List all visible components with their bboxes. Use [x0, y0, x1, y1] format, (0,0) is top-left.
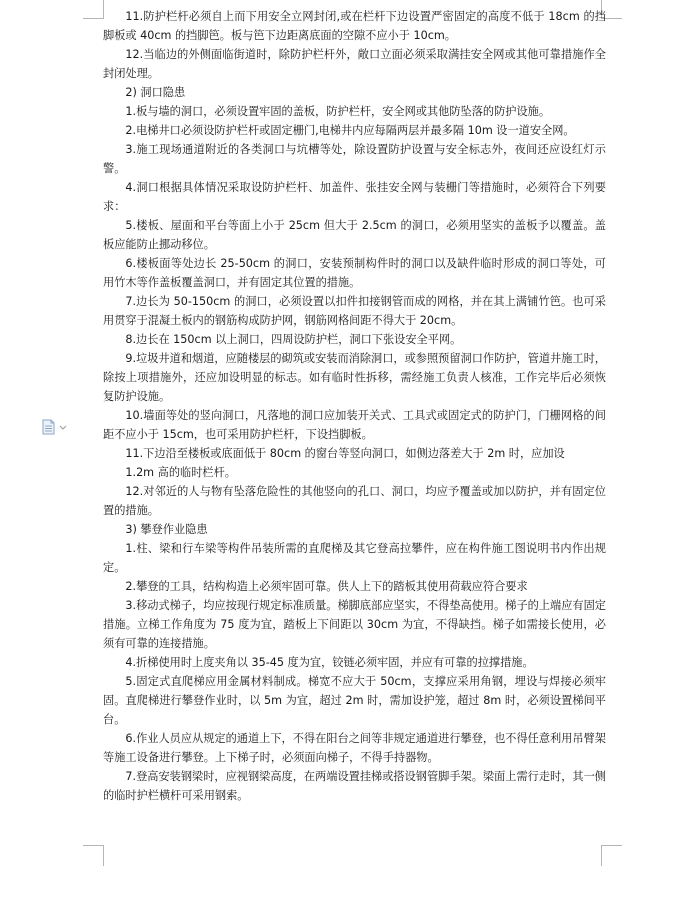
paragraph: 4.折梯使用时上度夹角以 35-45 度为宜，铰链必须牢固，并应有可靠的拉撑措施。: [125, 656, 534, 669]
paragraph: 7.边长为 50-150cm 的洞口，必须设置以扣件扣接钢管而成的网格，并在其上满铺竹笆。也可采用贯穿于混凝土板内的钢筋构成防护网，钢筋网格间距不得大于 20cm。: [103, 295, 606, 327]
paragraph: 4.洞口根据具体情况采取设防护栏杆、加盖件、张挂安全网与装栅门等措施时，必须符合下列要求：: [103, 181, 606, 213]
paragraph: 1.2m 高的临时栏杆。: [125, 466, 236, 479]
paragraph: 7.登高安装钢梁时，应视钢梁高度，在两端设置挂梯或搭设钢管脚手架。梁面上需行走时，其一侧的临时护栏横杆可采用钢索。: [103, 770, 606, 802]
paragraph: 11.防护栏杆必须自上而下用安全立网封闭,或在栏杆下边设置严密固定的高度不低于 18cm 的挡脚板或 40cm 的挡脚笆。板与笆下边距离底面的空隙不应小于 10cm。: [103, 10, 606, 42]
paragraph: 2.电梯井口必须设防护栏杆或固定栅门,电梯井内应每隔两层并最多隔 10m 设一道安全网。: [125, 124, 575, 137]
paragraph: 11.下边沿至楼板或底面低于 80cm 的窗台等竖向洞口，如侧边落差大于 2m 时，应加设: [125, 447, 565, 460]
paragraph: 12.对邻近的人与物有坠落危险性的其他竖向的孔口、洞口，均应予覆盖或加以防护，并有固定位置的措施。: [103, 485, 606, 517]
paragraph: 2.攀登的工具，结构构造上必须牢固可靠。供人上下的踏板其使用荷载应符合要求: [125, 580, 528, 593]
paragraph: 10.墙面等处的竖向洞口，凡落地的洞口应加装开关式、工具式或固定式的防护门，门栅网格的间距不应小于 15cm，也可采用防护栏杆，下设挡脚板。: [103, 409, 606, 441]
document-body: [103, 7, 606, 805]
paragraph: 5.固定式直爬梯应用金属材料制成。梯宽不应大于 50cm，支撑应采用角钢，埋设与焊接必须牢固。直爬梯进行攀登作业时，以 5m 为宜，超过 2m 时，需加设护笼，超过 8m 时，必须设置梯间平台。: [103, 675, 606, 726]
paragraph: 9.垃圾井道和烟道，应随楼层的砌筑或安装而消除洞口，或参照预留洞口作防护，管道井施工时，除按上项措施外，还应加设明显的标志。如有临时性拆移，需经施工负责人核准，工作完毕后必须恢复防护设施。: [103, 352, 606, 403]
page-corner-mark-top-left: [83, 0, 104, 19]
paragraph: 5.楼板、屋面和平台等面上小于 25cm 但大于 2.5cm 的洞口，必须用坚实的盖板予以覆盖。盖板应能防止挪动移位。: [103, 219, 606, 251]
paragraph: 1.板与墙的洞口，必须设置牢固的盖板，防护栏杆，安全网或其他防坠落的防护设施。: [125, 105, 551, 118]
paragraph: 6.楼板面等处边长 25-50cm 的洞口，安装预制构件时的洞口以及缺件临时形成的洞口等处，可用竹木等作盖板覆盖洞口，并有固定其位置的措施。: [103, 257, 606, 289]
page-corner-mark-bottom-right: [601, 845, 622, 866]
paragraph: 8.边长在 150cm 以上洞口，四周设防护栏，洞口下张设安全平网。: [125, 333, 462, 346]
document-icon[interactable]: [42, 419, 72, 435]
paragraph: 6.作业人员应从规定的通道上下，不得在阳台之间等非规定通道进行攀登，也不得任意利用吊臂架等施工设备进行攀登。上下梯子时，必须面向梯子，不得手持器物。: [103, 732, 606, 764]
section-heading: 2) 洞口隐患: [125, 86, 186, 99]
paragraph: 3.施工现场通道附近的各类洞口与坑槽等处，除设置防护设置与安全标志外，夜间还应设红灯示警。: [103, 143, 606, 175]
section-heading: 3) 攀登作业隐患: [125, 523, 208, 536]
paragraph: 12.当临边的外侧面临街道时，除防护栏杆外，敞口立面必须采取满挂安全网或其他可靠措施作全封闭处理。: [103, 48, 606, 80]
paragraph: 3.移动式梯子，均应按现行规定标准质量。梯脚底部应坚实，不得垫高使用。梯子的上端应有固定措施。立梯工作角度为 75 度为宜，踏板上下间距以 30cm 为宜，不得缺挡。梯子如需接长使用，必须有可靠的连接措施。: [103, 599, 606, 650]
page-corner-mark-bottom-left: [83, 845, 104, 866]
paragraph: 1.柱、梁和行车梁等构件吊装所需的直爬梯及其它登高拉攀件，应在构件施工图说明书内作出规定。: [103, 542, 606, 574]
